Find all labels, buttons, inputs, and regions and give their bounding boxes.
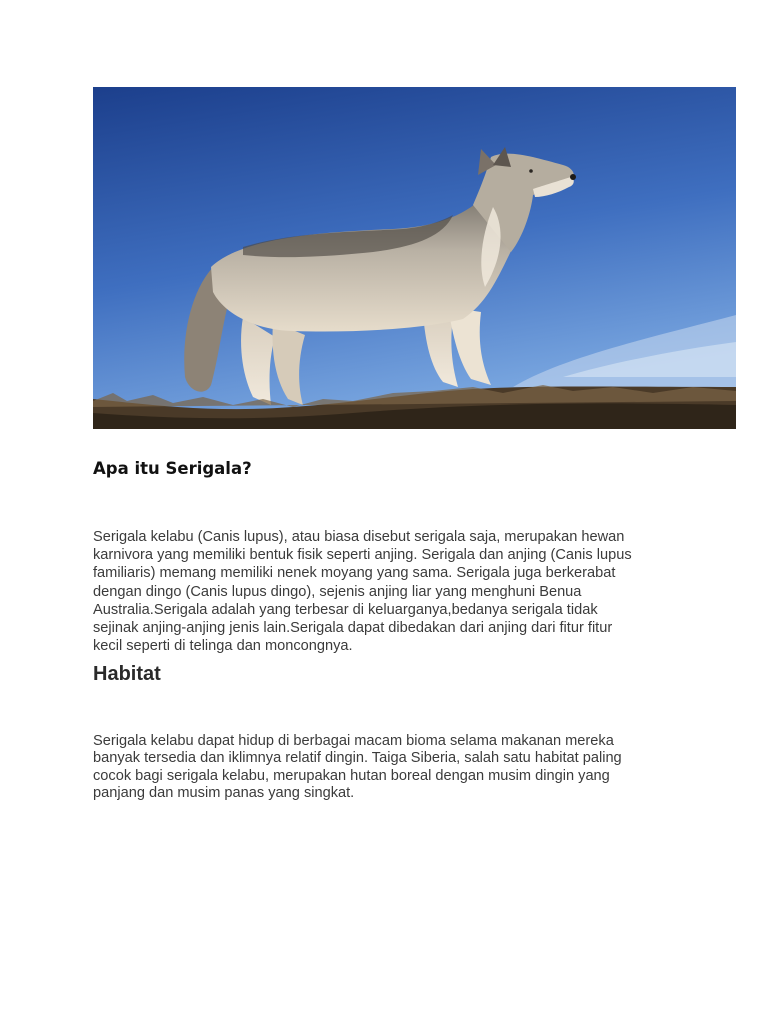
wolf-photo xyxy=(93,87,736,429)
paragraph-line: banyak tersedia dan iklimnya relatif dingin. Taiga Siberia, salah satu habitat paling xyxy=(93,750,622,767)
wolf-nose xyxy=(570,174,576,180)
section-paragraph-habitat xyxy=(93,733,693,802)
paragraph-line: sejinak anjing-anjing jenis lain.Serigala dapat dibedakan dari anjing dari fitur fitur xyxy=(93,620,613,637)
section-paragraph-what-is-wolf xyxy=(93,528,693,655)
wolf-eye xyxy=(529,169,533,173)
paragraph-line: karnivora yang memiliki bentuk fisik seperti anjing. Serigala dan anjing (Canis lupus xyxy=(93,547,632,564)
paragraph-line: Serigala kelabu (Canis lupus), atau biasa disebut serigala saja, merupakan hewan xyxy=(93,529,625,545)
paragraph-line: dengan dingo (Canis lupus dingo), sejenis anjing liar yang menghuni Benua xyxy=(93,583,582,600)
paragraph-line: panjang dan musim panas yang singkat. xyxy=(93,784,355,801)
paragraph-line: cocok bagi serigala kelabu, merupakan hutan boreal dengan musim dingin yang xyxy=(93,767,610,784)
paragraph-line: kecil seperti di telinga dan moncongnya. xyxy=(93,638,353,655)
section-heading-habitat: Habitat xyxy=(93,663,161,685)
paragraph-line: Australia.Serigala adalah yang terbesar di keluarganya,bedanya serigala tidak xyxy=(93,601,598,618)
paragraph-line: Serigala kelabu dapat hidup di berbagai macam bioma selama makanan mereka xyxy=(93,733,614,749)
wolf-photo-illustration xyxy=(93,87,736,429)
paragraph-line: familiaris) memang memiliki nenek moyang yang sama. Serigala juga berkerabat xyxy=(93,565,616,582)
section-heading-what-is-wolf: Apa itu Serigala? xyxy=(93,459,252,478)
